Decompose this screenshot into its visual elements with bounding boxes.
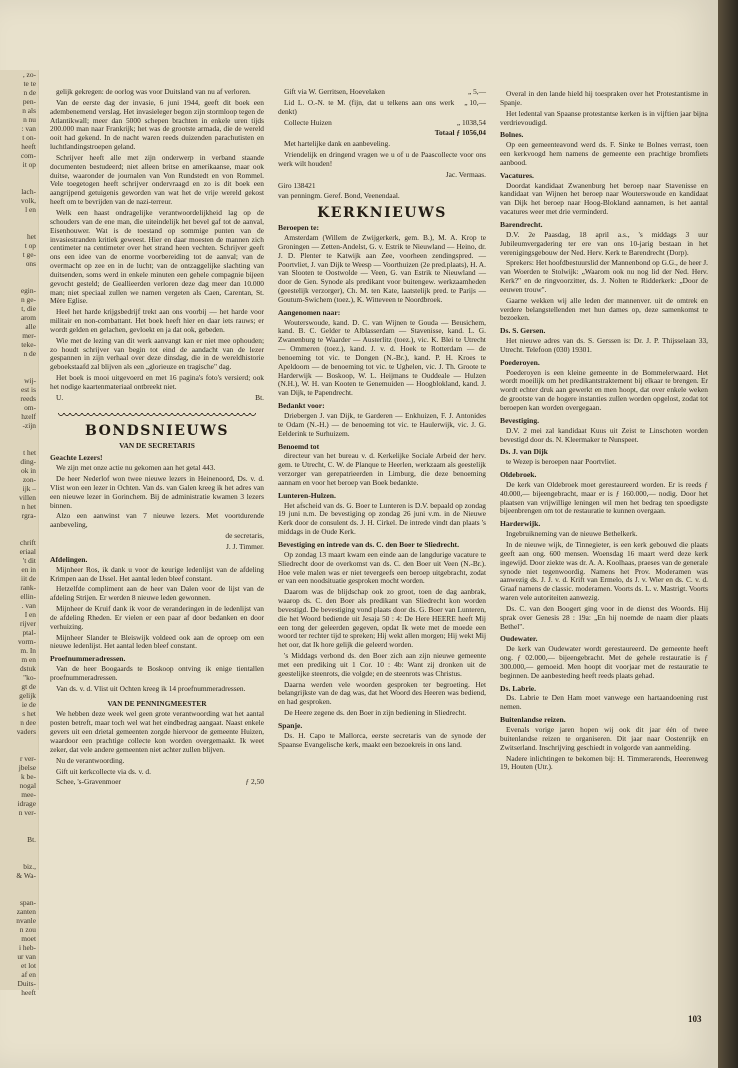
sliver-line: k be-	[21, 772, 36, 781]
sliver-line: heeft	[21, 988, 36, 997]
news-paragraph: Ingebruikneming van de nieuwe Bethelkerk.	[506, 529, 638, 539]
sliver-line: span-	[19, 898, 36, 907]
sliver-line: n nu	[23, 115, 36, 124]
sign-role: de secretaris,	[225, 531, 264, 541]
sliver-line: gelijk	[19, 691, 36, 700]
sliver-line	[0, 880, 38, 898]
sliver-line	[0, 736, 38, 754]
column-2	[278, 88, 486, 988]
giro: Giro 138421	[278, 180, 316, 190]
sliver-line: ijk –	[22, 484, 36, 493]
paragraph: Van de heer Boogaards te Boskoop ontving ik enige tientallen proefnummeradressen.	[50, 664, 264, 682]
sliver-line: het	[26, 232, 36, 241]
sliver-line	[0, 430, 38, 448]
paragraph: Gift uit kerkcollecte via ds. v. d.	[56, 766, 151, 776]
sliver-line: t on-	[22, 133, 36, 142]
spanje-text: Ds. H. Capo te Mallorca, eerste secretaris van de synode der Spaanse Evangelische kerk, maakt een bezoekreis in ons land.	[278, 730, 486, 749]
sliver-line: teke-	[21, 340, 36, 349]
news-heading: Harderwijk.	[500, 519, 541, 529]
bevestiging-heading: Bevestiging en intrede van ds. C. den Boer te Sliedrecht.	[278, 539, 459, 549]
sliver-line: n dee	[20, 718, 36, 727]
paragraph: Mijnheer de Kruif dank ik voor de veranderingen in de ledenlijst van de afdeling Rheden. Er vielen er een paar af door bedanken en door verhuizing.	[50, 604, 264, 631]
sliver-line	[0, 169, 38, 187]
sliver-line: l en	[25, 205, 36, 214]
paragraph: Het ledental van Spaanse protestantse kerken is in vijftien jaar bijna verdrievoudigd.	[500, 108, 708, 127]
penningmeester-heading: VAN DE PENNINGMEESTER	[107, 698, 207, 708]
sliver-line: nogal	[19, 781, 36, 790]
paragraph: Mijnheer Slander te Bleiswijk voldeed ook aan de oproep om een nieuwe ledenlijst. Het aantal leden bleef constant.	[50, 632, 264, 651]
review-signoff	[50, 394, 264, 403]
sliver-line: pen-	[22, 97, 36, 106]
sliver-line: egin-	[20, 286, 36, 295]
benoemd-heading: Benoemd tot	[278, 441, 320, 451]
paragraph: Heel het harde krijgsbedrijf trekt aan ons voorbij — het harde voor militair en non-combattant. Het boek heeft hier en daar iets rauws; er wordt gelden en gelachen, gevloekt en ja dat ook, gebeden.	[50, 307, 264, 334]
sliver-line: moet	[21, 934, 36, 943]
thanks-sign: Jac. Vermaas.	[445, 169, 486, 179]
lunteren-heading: Lunteren-Hulzen.	[278, 490, 336, 500]
paragraph: De heer Nederlof won twee nieuwe lezers in Heinenoord, Ds. v. d. Vlist won een lezer in Ochten. Van ds. van Galen kreeg ik het adres van een nieuwe lezer in Gorinchem. Bij de administratie kwamen 3 lezers binnen.	[50, 474, 264, 510]
paragraph: Hetzelfde compliment aan de heer van Dalen voor de lijst van de afdeling Strijen. Er werden 8 nieuwe leden gewonnen.	[50, 584, 264, 603]
sliver-line: eriaal	[19, 547, 36, 556]
sliver-line: t ge-	[22, 250, 36, 259]
beroepen-heading: Beroepen te:	[278, 223, 319, 233]
paragraph: gelijk gekregen: de oorlog was voor Duitsland van nu af verloren.	[56, 87, 251, 96]
sliver-line: zon-	[22, 475, 36, 484]
news-paragraph: De kerk van Oldebroek moet gerestaureerd worden. Er is reeds ƒ 40.000,— bijeengebracht, maar er is ƒ 160.000,— nodig. Door het plaatsen van vrijwillige leningen wil men het bedrag ten spoedigste bijeenbrengen om tot de restauratie te kunnen overgaan.	[500, 479, 708, 516]
sliver-line: zanten	[16, 907, 36, 916]
sliver-line: n ver-	[18, 808, 36, 817]
sliver-line: it op	[22, 160, 36, 169]
paragraph: Van de eerste dag der invasie, 6 juni 1944, geeft dit boek een adembenemend verslag. Het invasieleger begon zijn stormloop tegen de Atlantikwall; meer dan 5000 schepen brachten in enkele uren tijds 200.000 man naar Frankrijk; het was de grootste armada, die de wereld ooit had gekend. In de nacht waren reeds duizenden parachutisten en luchtlandingstroepen geland.	[50, 97, 264, 152]
sliver-line: m en	[21, 655, 36, 664]
proefnummer-text	[50, 665, 264, 694]
donation-line	[50, 778, 264, 787]
news-paragraph: Gaarne wekken wij alle leden der mannenver. uit de omtrek en verdere belangstellenden met hun dames op, deze samenkomst te bezoeken.	[500, 295, 708, 323]
sliver-line: volk,	[21, 196, 36, 205]
news-heading: Bevestiging.	[500, 415, 540, 425]
sliver-line: com-	[20, 151, 36, 160]
giro-sub: van penningm. Geref. Bond, Veenendaal.	[278, 191, 400, 201]
bedankt-heading: Bedankt voor:	[278, 401, 325, 411]
sliver-line: & Wa-	[16, 871, 36, 880]
secretaris-heading: VAN DE SECRETARIS	[119, 440, 195, 450]
sliver-line: ellin-	[20, 592, 36, 601]
donation-amount: „ 1038,54	[456, 117, 486, 127]
news-paragraph: Evenals vorige jaren hopen wij ook dit jaar één of twee buitenlandse reizen te organiseren. Dit jaar naar Oostenrijk en Zwitserland. Inschrijving geschiedt in volgorde van aanmelding.	[500, 725, 708, 752]
secretaris-text	[50, 464, 264, 530]
proefnummer-heading: Proefnummeradressen.	[50, 654, 126, 664]
previous-page-sliver	[0, 70, 39, 997]
sign-name: J. J. Timmer.	[226, 541, 264, 551]
news-paragraph: Ds. Labrie te Den Ham moet vanwege een hartaandoening rust nemen.	[500, 693, 708, 712]
news-heading: Oldebroek.	[500, 470, 537, 480]
sliver-line: . van	[21, 601, 36, 610]
sliver-line: biz.,	[23, 862, 36, 871]
sliver-line	[0, 817, 38, 835]
paragraph: Wie met de lezing van dit werk aanvangt kan er niet mee ophouden; zo houdt schrijver van begin tot eind de aandacht van de lezer gespannen in zijn verhaal over deze dinsdag, die in de wereldhistorie geboekstaafd zal blijven als een „glorieuze en tragische" dag.	[50, 335, 264, 372]
paragraph: Van ds. v. d. Vlist uit Ochten kreeg ik 14 proefnummeradressen.	[56, 683, 246, 693]
sliver-line: vorm-	[17, 637, 36, 646]
spanje-continued	[500, 90, 708, 127]
news-paragraph: De kerk van Oudewater wordt gerestaureerd. De gemeente heeft ong. ƒ 02.000,— bijeengebracht. Met de gehele restauratie is ƒ 300.000,— gemoeid. Men hoopt dit voorjaar met de restauratie te beginnen. De aanbesteding heeft reeds plaats gehad.	[500, 644, 708, 680]
sliver-line: dstuk	[19, 664, 36, 673]
sliver-line	[0, 268, 38, 286]
paragraph: Vriendelijk en dringend vragen we u of u de Paascollecte voor ons werk wilt houden!	[278, 150, 486, 168]
sliver-line: t op	[24, 241, 36, 250]
news-paragraph: D.V. 2e Paasdag, 18 april a.s., 's middags 3 uur Jubileumvergadering ter ere van ons 10-jarig bestaan in het verenigingsgebouw der Ned. Herv. Kerk te Barendrecht (Dorp).	[500, 229, 708, 257]
sliver-line: I en	[24, 610, 36, 619]
sliver-line: : van	[21, 124, 36, 133]
paragraph: De Heere zegene ds. den Boer in zijn bediening in Sliedrecht.	[284, 708, 467, 718]
paragraph: Overal in den lande hield hij toespraken over het Protestantisme in Spanje.	[500, 89, 708, 107]
sliver-line: hzelf	[21, 412, 36, 421]
signoff-left: U.	[56, 392, 64, 402]
sliver-line: nvanle	[16, 916, 36, 925]
sliver-line: rgra-	[21, 511, 36, 520]
lunteren-text: Het afscheid van ds. G. Boer te Lunteren is D.V. bepaald op zondag 19 juni n.m. De bevestiging op zondag 26 juni v.m. in de Nieuwe Kerk door de consulent ds. J. H. Cirkel. De intrede vindt dan plaats 's middags in de Oude Kerk.	[278, 500, 486, 537]
beroepen-text: Amsterdam (Willem de Zwijgerkerk, gem. B.), M. A. Krop te Groningen — Zetten-Andelst, G. v. Estrik te Nieuwland — Heino, dr. J. D. Plenter te Katwijk aan Zee, voorheen zendingspred. — Poortvliet, J. van Dijk te Weesp — Voorthuizen (2e pred.plaats), H. A. van Slooten te Oostwolde — Veen, G. van Estrik te Nieuwland — door de Gen. Synode als predikant voor buitengew. werkzaamheden (geestelijk verzorger), Ch. M. ten Kate, laatstelijk pred. te Parijs — Goutum-Swichem (toez.), K. Witteveen te Noordbroek.	[278, 232, 486, 304]
aangenomen-heading: Aangenomen naar:	[278, 307, 341, 317]
sliver-line: t, die	[21, 304, 36, 313]
sliver-line: wij-	[24, 376, 36, 385]
sliver-gap	[0, 520, 38, 538]
bevestiging-text	[278, 551, 486, 718]
paragraph: Welk een haast ondragelijke verantwoordelijkheid lag op de schouders van de ene man, die uiteindelijk het bevel gaf tot de aanval, Eisenhouwer. Wat is de toestand op sommige punten van de invasiestranden kritiek geweest. Hier en daar moesten de mannen zich centimeter na centimeter over het strand heen vechten. Schrijver geeft ons een idee van de enorme voorbereiding tot de aanval; van de overmacht op zee en in de lucht; van de ontzaggelijke slachting van duitsenden, soms werd in enkele minuten een gehele compagnie bijeen gevocht gesteld; de Geallieerden verloren deze dag meer dan 10.000 man; niet speciaal zullen we namen vergeten als Caen, Carentan, St. Mère Eglise.	[50, 207, 264, 306]
book-review-text	[50, 88, 264, 392]
sliver-line	[0, 214, 38, 232]
news-paragraph: Het nieuwe adres van ds. S. Gerssen is: Dr. J. P. Thijsselaan 33, Utrecht. Telefoon (030) 19301.	[500, 336, 708, 354]
paragraph: 's Middags verbond ds. den Boer zich aan zijn nieuwe gemeente met een prediking uit 1 Cor. 10 : 4b: Want zij dronken uit de geestelijke steenrots, die volgde; en de steenrots was Christus.	[278, 651, 486, 678]
paragraph: Het boek is mooi uitgevoerd en met 16 pagina's foto's versierd; ook het nodige kaartenmateriaal ontbreekt niet.	[50, 373, 264, 391]
sliver-line: est is	[21, 385, 36, 394]
sliver-line: -zijn	[22, 421, 36, 430]
sliver-line: heeft	[21, 142, 36, 151]
sliver-line	[0, 358, 38, 376]
news-paragraph: Ds. C. van den Boogert ging voor in de dienst des Woords. Hij sprak over Genesis 28 : 19a: „En hij noemde de naam dier plaats Bethel".	[500, 603, 708, 631]
donation-amount: ƒ 2,50	[245, 777, 264, 787]
sliver-line: m. In	[20, 646, 36, 655]
news-paragraph: te Wezep is beroepen naar Poortvliet.	[506, 457, 617, 467]
sliver-line: 't dit	[22, 556, 36, 565]
sliver-line: arom	[20, 313, 36, 322]
geachte-lezers: Geachte Lezers!	[50, 453, 103, 463]
aangenomen-text: Wouterswoude, kand. D. C. van Wijnen te Gouda — Beusichem, kand. B. C. Gelder te Alblasserdam — Stavenisse, kand. L. G. Zwanenburg te Waarder — Austerlitz (toez.), vic. K. Blei te Utrecht — Ommeren (toez.), kand. J. v. d. Hoek te Rotterdam — de benoeming tot vic. te Dongen (N.-Br.), kand. P. H. Kroes te Apeldoorn — de benoeming tot vic. te Ughelen, vic. J. Th. Groote te Harderwijk — Boskoop, W. L. Heijmans te Ouddeale — Hulzen (N.H.), W. H. van Kooten te Genemuiden — Hoogblokland, kand. J. van Dijk, te Papendrecht.	[278, 317, 486, 398]
penningmeester-text	[50, 710, 264, 776]
donations-list	[278, 88, 486, 127]
book-binding	[718, 0, 738, 1068]
donation-total: Totaal ƒ 1056,04	[434, 128, 486, 138]
sliver-line: reeds	[20, 394, 36, 403]
sliver-line: i heb-	[18, 943, 36, 952]
sliver-line: villen	[19, 493, 36, 502]
sliver-line: et lot	[21, 961, 36, 970]
sliver-line: n de	[23, 349, 36, 358]
donation-label: Lid L. O.-N. te M. (fijn, dat u telkens aan ons werk denkt)	[278, 97, 455, 116]
benoemd-text: directeur van het bureau v. d. Kerkelijke Sociale Arbeid der herv. gem. te Utrecht, C. W. de Planque te Heerlen, werkzaam als geestelijk verzorger van gerepatrieerden in Limburg, die deze benoeming aannam en voor het beroep van Boek bedankte.	[278, 451, 486, 487]
sliver-line: ur van	[17, 952, 36, 961]
sliver-line: af en	[21, 970, 36, 979]
news-heading: Ds. S. Gersen.	[500, 326, 546, 336]
bondsnieuws-heading: BONDSNIEUWS	[85, 422, 229, 439]
paragraph: Schrijver heeft alle met zijn onderwerp in verband staande documenten bestudeerd; niet alleen britse en amerikaanse, maar ook duitse, waaronder de journalen van Von Rundstedt en von Rommel. Vele toegetogen heeft schrijver ondervraagd en zo is dit boek een aangrijpend getuigenis geworden van wat het de vrije wereld gekost heeft om te bevrijden van de nazi-terreur.	[50, 152, 264, 207]
sliver-line	[0, 844, 38, 862]
paragraph: Daarna werden vele woorden gesproken ter begroeting. Het belangrijkste van de dag was, dat het Woord des Heeren was bediend, en had gesproken.	[278, 679, 486, 707]
afdelingen-text	[50, 566, 264, 652]
sliver-line: jbelse	[18, 763, 36, 772]
sliver-line: mer-	[22, 331, 36, 340]
sliver-line: Bt.	[27, 835, 36, 844]
news-heading: Poederoyen.	[500, 357, 540, 367]
sliver-line: n als	[22, 106, 36, 115]
donation-line	[278, 99, 486, 117]
sliver-line: n het	[21, 502, 36, 511]
paragraph: Met hartelijke dank en aanbeveling.	[284, 139, 391, 149]
donation-amount: „ 5,—	[467, 87, 486, 96]
sliver-line: rijver	[19, 619, 36, 628]
column-3	[500, 90, 708, 1010]
paragraph: We zijn met onze actie nu gekomen aan het getal 443.	[56, 463, 216, 473]
sliver-line: r ver-	[19, 754, 36, 763]
paragraph: Mijnheer Ros, ik dank u voor de keurige ledenlijst van de afdeling Krimpen aan de IJssel. Het aantal leden bleef constant.	[50, 564, 264, 583]
news-heading: Ds. J. van Dijk	[500, 447, 548, 457]
sliver-line: ptal-	[22, 628, 36, 637]
sliver-line: "ko-	[23, 673, 36, 682]
news-paragraph: Nadere inlichtingen te bekomen bij: H. Timmerarends, Heerenweg 19, Houten (Utr.).	[500, 753, 708, 772]
sliver-line: vaders	[16, 727, 36, 736]
news-heading: Ds. Labrie.	[500, 683, 537, 693]
sliver-line: en in	[21, 565, 36, 574]
spanje-heading: Spanje.	[278, 721, 303, 730]
bedankt-text: Driebergen J. van Dijk, te Garderen — Enkhuizen, F. J. Antonides te Odam (N.-H.) — de benoeming tot vic. te Haulerwijk, vic. J. G. Eelderink te Surhuizem.	[278, 411, 486, 438]
sliver-line: chrift	[19, 538, 36, 547]
paragraph: Op zondag 13 maart kwam een einde aan de langdurige vacature te Sliedrecht door de overkomst van ds. C. den Boer uit Veen (N.-Br.). Hoe vele malen was er niet tevergeefs een beroep uitgebracht, zodat er van een noodsituatie gesproken mocht worden.	[278, 549, 486, 586]
sliver-line: idrage	[17, 799, 36, 808]
sliver-line: gt de	[21, 682, 36, 691]
news-heading: Vacatures.	[500, 170, 534, 180]
news-paragraph: D.V. 2 mei zal kandidaat Kuus uit Zeist te Linschoten worden bevestigd door ds. N. Kleermaker te Nunspeet.	[500, 425, 708, 444]
sliver-line: rank-	[20, 583, 36, 592]
sliver-line: om-	[24, 403, 36, 412]
sliver-line: lach-	[21, 187, 36, 196]
column-1	[50, 88, 264, 988]
donation-label: Schee, 's-Gravenmoer	[56, 777, 121, 787]
afdelingen-heading: Afdelingen.	[50, 554, 88, 564]
paragraph: Alzo een aanwinst van 7 nieuwe lezers. Met voortdurende aanbeveling,	[50, 511, 264, 530]
sliver-line: ons	[25, 259, 36, 268]
news-items	[500, 131, 708, 772]
page-number: 103	[688, 1014, 702, 1024]
news-paragraph: Sprekers: Het hoofdbestuurslid der Mannenbond op G.G., de heer J. van Woerden te Stolwijk: „Waarom ook nu nog lid der Ned. Herv. Kerk?" en de ringvoorzitter, ds. J. Nolten te Ridderkerk: „Door de eeuwen trouw".	[500, 258, 708, 294]
sliver-line: iit de	[21, 574, 36, 583]
news-heading: Buitenlandse reizen.	[500, 715, 566, 725]
donation-label: Gift via W. Gerritsen, Hoevelaken	[284, 87, 385, 96]
sliver-line: ok in	[21, 466, 36, 475]
sliver-line: s het	[22, 709, 36, 718]
sliver-line: ding-	[20, 457, 36, 466]
sliver-line: n ge-	[21, 295, 36, 304]
donation-line	[278, 119, 486, 128]
news-paragraph: In de nieuwe wijk, de Tinnegieter, is een kerk gebouwd die plaats geeft aan ong. 600 mensen. Woensdag 16 maart werd deze kerk ingewijd. Door ziekte was dr. A. A. Koolhaas, praeses van de generale synode niet tegenwoordig. Namens het Prov. Moderamen was aanwezig ds. J. J. v. d. Krift van Ermelo, ds J. v. Wier en ds. C. v. d. Graaf namens de classic. moderamen. Voorts ds. L. v. Mastrigt. Voorts waren vele autoriteiten aanwezig.	[500, 539, 708, 603]
donation-label: Collecte Huizen	[284, 117, 332, 127]
news-heading: Barendrecht.	[500, 219, 543, 229]
sliver-line: , zo-	[22, 70, 36, 79]
sliver-line: n de	[23, 88, 36, 97]
thanks-text	[278, 140, 486, 169]
sliver-line: te te	[23, 79, 36, 88]
news-paragraph: Poederoyen is een kleine gemeente in de Bommelerwaard. Het wordt moeilijk om het predikantstraktement bij elkaar te brengen. Er wordt echter druk aan gewerkt en men hoopt, dat over enkele weken de grootste van de hogere instanties zullen worden opgelost, zodat tot beroepen kan worden overgegaan.	[500, 367, 708, 412]
paragraph: Daarom was de blijdschap ook zo groot, toen de dag aanbrak, waarop ds. C. den Boer als predikant van Sliedrecht kon worden bevestigd. De bevestiging vond plaats door ds. G. Boer van Lunteren, die het Woord bediende uit Jesaja 50 : 4: De Here HEERE heeft Mij een tong der geleerden gegeven, opdat Ik wete met de moede een woord ter rechter tijd te spreken; Hij wekt allen morgen; Hij wekt Mij het oor, dat Ik hore gelijk die geleerd worden.	[278, 587, 486, 650]
sliver-line: ie de	[21, 700, 36, 709]
news-heading: Bolnes.	[500, 130, 524, 140]
donation-line	[278, 88, 486, 97]
paragraph: Nu de verantwoording.	[56, 755, 125, 765]
paragraph: We hebben deze week wel geen grote verantwoording wat het aantal posten betreft, maar toch wel wat het eindbedrag aangaat. Naast enkele gevers uit een drietal gemeenten zorgde hiervoor de gemeente Huizen, waardoor een prachtige collecte kon worden overgemaakt. Ik weet zeker, dat vele andere gemeenten niet achter zullen blijven.	[50, 709, 264, 754]
news-paragraph: Op een gemeenteavond werd ds. F. Sinke te Bolnes verrast, toen een kerkvoogd hem namens de gemeente een prachtige bromfiets aanbood.	[500, 140, 708, 167]
news-heading: Oudewater.	[500, 634, 538, 644]
sliver-line: t het	[23, 448, 36, 457]
sliver-line: n zou	[19, 925, 36, 934]
sliver-line: alle	[25, 322, 36, 331]
sliver-line: mee-	[21, 790, 36, 799]
sliver-line: Duits-	[17, 979, 36, 988]
kerknieuws-heading: KERKNIEUWS	[317, 205, 447, 222]
signoff-right: Bt.	[255, 392, 264, 402]
section-divider	[58, 413, 256, 419]
donation-amount: „ 10,—	[464, 97, 486, 107]
news-paragraph: Doordat kandidaat Zwanenburg het beroep naar Stavenisse en kandidaat van Wijnen het beroep naar Wouterswoude en kandidaat van Dijk het beroep naar Hoog-Blokland aannamen, is het aantal vacatures weer met drie verminderd.	[500, 180, 708, 217]
